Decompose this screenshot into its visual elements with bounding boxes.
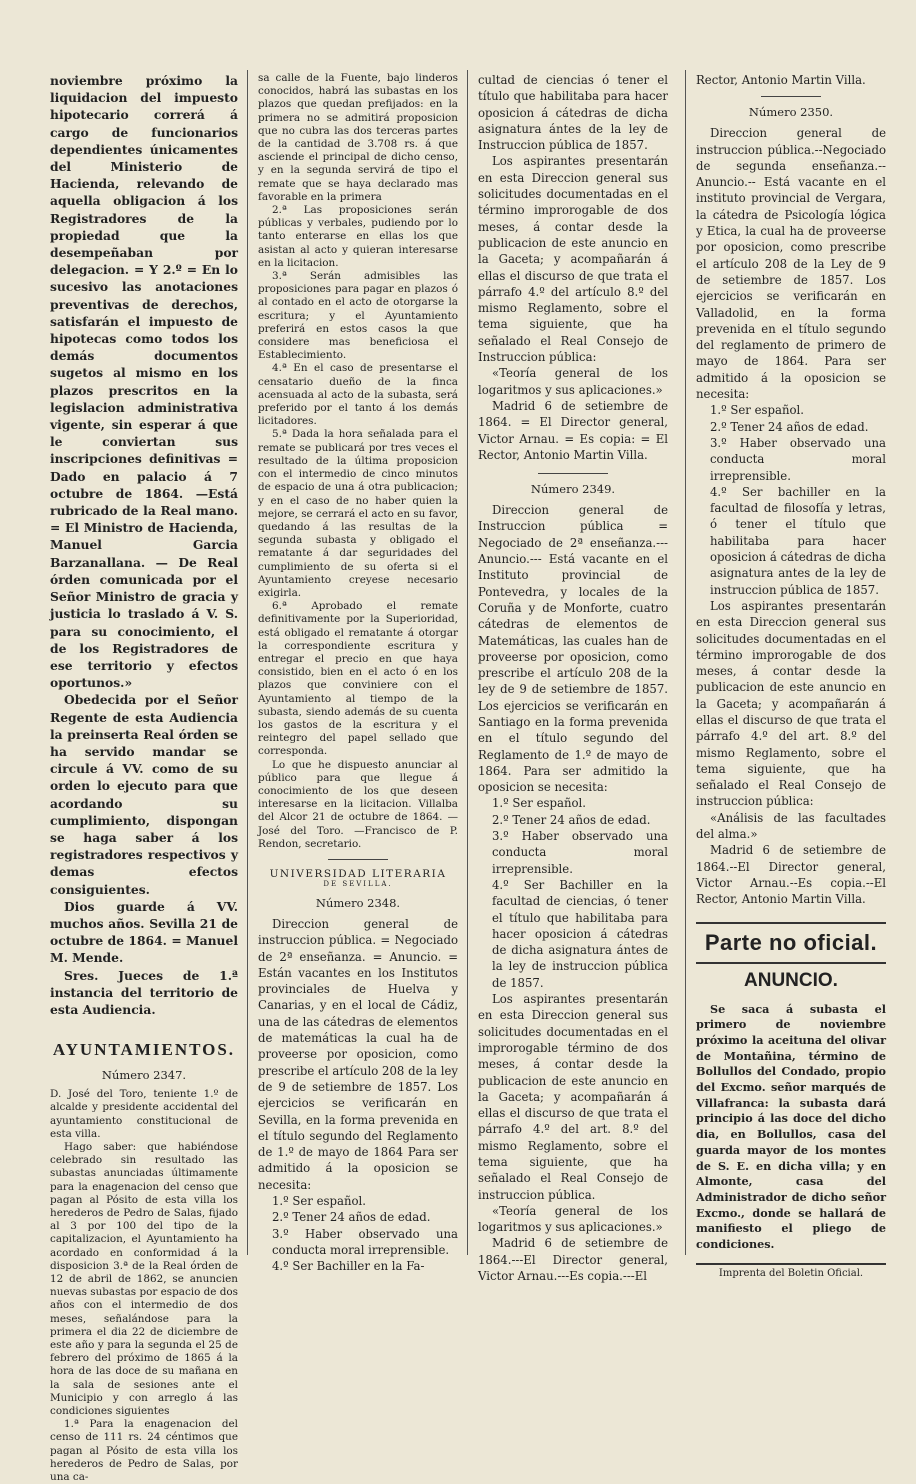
requirements-list bbox=[696, 402, 886, 598]
section-heading: AYUNTAMIENTOS. bbox=[52, 1040, 236, 1060]
body-paragraph: D. José del Toro, teniente 1.º de alcalde y presidente accidental del ayuntamiento constitucional de esta villa. bbox=[50, 1088, 238, 1140]
body-paragraph: Direccion general de instruccion pública. = Negociado de 2ª enseñanza. = Anuncio. = Están vacantes en los Institutos provinciales de Huelva y Canarias, y en el local de Cádiz, una de las cátedras de elementos de matemáticas la cual ha de proveerse por oposicion, como prescribe el artículo 208 de la ley de 9 de setiembre de 1857. Los ejercicios se verificarán en Sevilla, en la forma prevenida en el título segundo del Reglamento de 1.º de mayo de 1864 Para ser admitido á la oposicion se necesita: bbox=[258, 916, 458, 1192]
list-item: 4.º Ser Bachiller en la facultad de ciencias, ó tener el título que habilitaba para hacer oposicion á cátedras de dicha asignatura ántes de la ley de instruccion pública de 1857. bbox=[492, 877, 668, 990]
decree-text: noviembre próximo la liquidacion del impuesto hipotecario correrá á cargo de funcionarios dependientes únicamentes del Ministerio de Hacienda, relevando de aquella obligacion á los Registradores de la propiedad que la desempeñaban por delegacion. = Y 2.º = En lo sucesivo las anotaciones preventivas de derechos, satisfarán el impuesto de hipotecas como todos los demás documentos sugetos al mismo en los plazos prescritos en la legislacion administrativa vigente, sin esperar á que le conviertan sus inscripciones definitivas = Dado en palacio á 7 octubre de 1864. —Está rubricado de la Real mano. = El Ministro de Hacienda, Manuel Garcia Barzanallana. — De Real órden comunicada por el Señor Ministro de gracia y justicia lo traslado á V. S. para su conocimiento, el de los Registradores de ese territorio y efectos oportunos.» bbox=[50, 73, 238, 691]
anuncio-paragraph: Se saca á subasta el primero de noviembre próximo la aceituna del olivar de Montañina, término de Bollullos del Condado, propio del Excmo. señor marqués de Villafranca: la subasta dará principio á las doce del dicho dia, en Bollullos, casa del guarda mayor de los montes de S. E. en dicha villa; y en Almonte, casa del Administrador de dicho señor Excmo., donde se hallará de manifiesto el pliego de condiciones. bbox=[696, 1001, 886, 1252]
list-item: 2.º Tener 24 años de edad. bbox=[272, 1210, 431, 1225]
column-2 bbox=[258, 72, 458, 1275]
body-paragraph: «Análisis de las facultades del alma.» bbox=[696, 810, 886, 842]
body-paragraph: «Teoría general de los logaritmos y sus aplicaciones.» bbox=[478, 366, 668, 397]
body-paragraph: 4.ª En el caso de presentarse el censatario dueño de la finca acensuada al acto de la subasta, será preferido por el tanto á los demás licitadores. bbox=[258, 362, 458, 428]
column-3 bbox=[478, 72, 668, 1284]
column-4 bbox=[696, 72, 886, 1279]
list-item: 1.º Ser español. bbox=[272, 1194, 366, 1209]
section-banner: Parte no oficial. bbox=[696, 922, 886, 964]
body-paragraph: Madrid 6 de setiembre de 1864.---El Director general, Victor Arnau.---Es copia.---El bbox=[478, 1236, 668, 1284]
divider bbox=[761, 96, 821, 97]
section-subheading: DE SEVILLA. bbox=[323, 879, 393, 888]
list-item: 4.º Ser bachiller en la facultad de filosofía y letras, ó tener el título que habilitaba para hacer oposicion á cátedras de dicha asignatura antes de la ley de instruccion pública de 1857. bbox=[710, 484, 886, 597]
notice-number: Número 2348. bbox=[315, 895, 401, 910]
list-item: 2.º Tener 24 años de edad. bbox=[492, 812, 651, 827]
section-heading: UNIVERSIDAD LITERARIA bbox=[269, 867, 447, 880]
body-paragraph: Madrid 6 de setiembre de 1864.--El Director general, Victor Arnau.--Es copia.--El Rector, Antonio Martin Villa. bbox=[696, 843, 886, 907]
body-paragraph: sa calle de la Fuente, bajo linderos conocidos, habrá las subastas en los plazos que quedan prefijados: en la primera no se admitirá proposicion que no cubra las dos terceras partes de la cantidad de 3.708 rs. á que asciende el principal de dicho censo, y en la segunda servirá de tipo el remate que se haya declarado mas favorable en la primera bbox=[258, 72, 458, 203]
list-item: 1.º Ser español. bbox=[492, 796, 586, 811]
list-item: 1.º Ser español. bbox=[710, 403, 804, 418]
body-paragraph: 6.ª Aprobado el remate definitivamente por la Superioridad, está obligado el rematante á otorgar la correspondiente escritura y entregar el precio en que haya consistido, bien en el acto ó en los plazos que conviniere con el Ayuntamiento al tiempo de la subasta, siendo además de su cuenta los gastos de la escritura y el reintegro del papel sellado que corresponda. bbox=[258, 600, 458, 758]
list-item: 2.º Tener 24 años de edad. bbox=[710, 419, 869, 434]
notice-number: Número 2347. bbox=[101, 1068, 187, 1083]
body-paragraph: Direccion general de instruccion pública.--Negociado de segunda enseñanza.--Anuncio.-- Está vacante en el instituto provincial de Vergara, la cátedra de Psicología lógica y Etica, la cual ha de proveerse por oposicion, como prescribe el artículo 208 de la Ley de 9 de setiembre de 1857. Los ejercicios se verificarán en Valladolid, en la forma prevenida en el título segundo del reglamento de primero de mayo de 1864. Para ser admitido á la oposicion se necesita: bbox=[696, 126, 886, 402]
anuncio-heading: ANUNCIO. bbox=[744, 969, 838, 991]
body-paragraph: Hago saber: que habiéndose celebrado sin resultado las subastas anunciadas últimamente para la enagenacion del censo que pagan al Pósito de esta villa los herederos de Pedro de Salas, fijado al 3 por 100 del tipo de la capitalizacion, el Ayuntamiento ha acordado en conformidad á la disposicion 3.ª de la Real órden de 12 de abril de 1862, se anuncien nuevas subastas por espacio de dos años con el intermedio de dos meses, señalándose para la primera el dia 22 de diciembre de este año y para la segunda el 25 de febrero del próximo de 1865 á la hora de las doce de su mañana en la sala de sesiones ante el Municipio y con arreglo á las condiciones siguientes bbox=[50, 1140, 238, 1418]
divider bbox=[538, 473, 608, 474]
notice-number: Número 2349. bbox=[530, 482, 616, 497]
body-paragraph: Lo que he dispuesto anunciar al público para que llegue á conocimiento de los que deseen interesarse en la licitacion. Villalba del Alcor 21 de octubre de 1864. —José del Toro. —Francisco de P. Rendon, secretario. bbox=[258, 758, 458, 850]
printer-footer: Imprenta del Boletin Oficial. bbox=[696, 1263, 886, 1279]
column-rule bbox=[685, 70, 686, 1255]
column-rule bbox=[247, 70, 248, 1255]
body-paragraph: 5.ª Dada la hora señalada para el remate se publicará por tres veces el resultado de la última proposicion con el intermedio de cinco minutos de espacio de una á otra publicacion; y en el caso de no haber quien la mejore, se cerrará el acto en su favor, quedando á las resultas de la segunda subasta y obligado el rematante á dar seguridades del cumplimiento de su oferta si el Ayuntamiento creyese necesario exigirla. bbox=[258, 428, 458, 599]
body-paragraph: 2.ª Las proposiciones serán públicas y verbales, pudiendo por lo tanto enterarse en ellas los que asistan al acto y quieran interesarse en la licitacion. bbox=[258, 204, 458, 269]
notice-number: Número 2350. bbox=[748, 105, 834, 120]
body-paragraph: Los aspirantes presentarán en esta Direccion general sus solicitudes documentadas en el término improrogable de dos meses, á contar desde la publicacion de este anuncio en la Gaceta; y acompañarán á ellas el discurso de que trata el párrafo 4.º del artículo 8.º del mismo Reglamento, sobre el tema siguiente, que ha señalado el Real Consejo de Instruccion pública: bbox=[478, 154, 668, 365]
closing-paragraph: Dios guarde á VV. muchos años. Sevilla 21 de octubre de 1864. = Manuel M. Mende. bbox=[50, 898, 238, 966]
body-paragraph: Rector, Antonio Martin Villa. bbox=[696, 73, 866, 87]
obedecida-paragraph: Obedecida por el Señor Regente de esta Audiencia la preinserta Real órden se ha servido mandar se circule á VV. como de su orden lo ejecuto para que acordando su cumplimiento, dispongan se haga saber á los registradores respectivos y demas efectos consiguientes. bbox=[50, 692, 238, 897]
list-item: 3.º Haber observado una conducta moral irreprensible. bbox=[272, 1226, 458, 1257]
list-item: 4.º Ser Bachiller en la Fa- bbox=[272, 1259, 425, 1274]
requirements-list bbox=[478, 795, 668, 991]
body-paragraph: Los aspirantes presentarán en esta Direccion general sus solicitudes documentadas en el término improrogable de dos meses, á contar desde la publicacion de este anuncio en la Gaceta; y acompañarán á ellas el discurso de que trata el párrafo 4.º del art. 8.º del mismo Reglamento, sobre el tema siguiente, que ha señalado el Real Consejo de instruccion pública: bbox=[696, 598, 886, 809]
divider bbox=[328, 859, 388, 860]
requirements-list bbox=[258, 1193, 458, 1274]
body-paragraph: Los aspirantes presentarán en esta Direccion general sus solicitudes documentadas en el improrogable término de dos meses, á contar desde la publicacion de este anuncio en la Gaceta; y acompañarán á ellas el discurso de que trata el párrafo 4.º del art. 8.º del mismo Reglamento, sobre el tema siguiente, que ha señalado el Real Consejo de instruccion pública. bbox=[478, 992, 668, 1202]
column-rule bbox=[467, 70, 468, 1255]
body-paragraph: Madrid 6 de setiembre de 1864. = El Director general, Victor Arnau. = Es copia: = El Rector, Antonio Martin Villa. bbox=[478, 398, 668, 462]
body-paragraph: Direccion general de Instruccion pública = Negociado de 2ª enseñanza.---Anuncio.--- Está vacante en el Instituto provincial de Pontevedra, y locales de la Coruña y de Monforte, cuatro cátedras de elementos de Matemáticas, las cuales han de proveerse por oposicion, como prescribe el artículo 208 de la ley de 9 de setiembre de 1857. Los ejercicios se verificarán en Santiago en la forma prevenida en el título segundo del Reglamento de 1.º de mayo de 1864. Para ser admitido la oposicion se necesita: bbox=[478, 503, 668, 795]
column-1 bbox=[50, 72, 238, 1484]
body-paragraph: cultad de ciencias ó tener el título que habilitaba para hacer oposicion á cátedras de dicha asignatura ántes de la ley de Instruccion pública de 1857. bbox=[478, 73, 668, 153]
recipients-paragraph: Sres. Jueces de 1.ª instancia del territorio de esta Audiencia. bbox=[50, 967, 238, 1017]
body-paragraph: 3.ª Serán admisibles las proposiciones para pagar en plazos ó al contado en el acto de otorgarse la escritura; y el Ayuntamiento preferirá en estos casos la que considere mas beneficiosa el Establecimiento. bbox=[258, 270, 458, 362]
body-paragraph: «Teoría general de los logaritmos y sus aplicaciones.» bbox=[478, 1203, 668, 1235]
list-item: 3.º Haber observado una conducta moral irreprensible. bbox=[710, 435, 886, 483]
body-paragraph: 1.ª Para la enagenacion del censo de 111 rs. 24 céntimos que pagan al Pósito de esta villa los herederos de Pedro de Salas, por una ca- bbox=[50, 1418, 238, 1484]
list-item: 3.º Haber observado una conducta moral irreprensible. bbox=[492, 829, 668, 876]
